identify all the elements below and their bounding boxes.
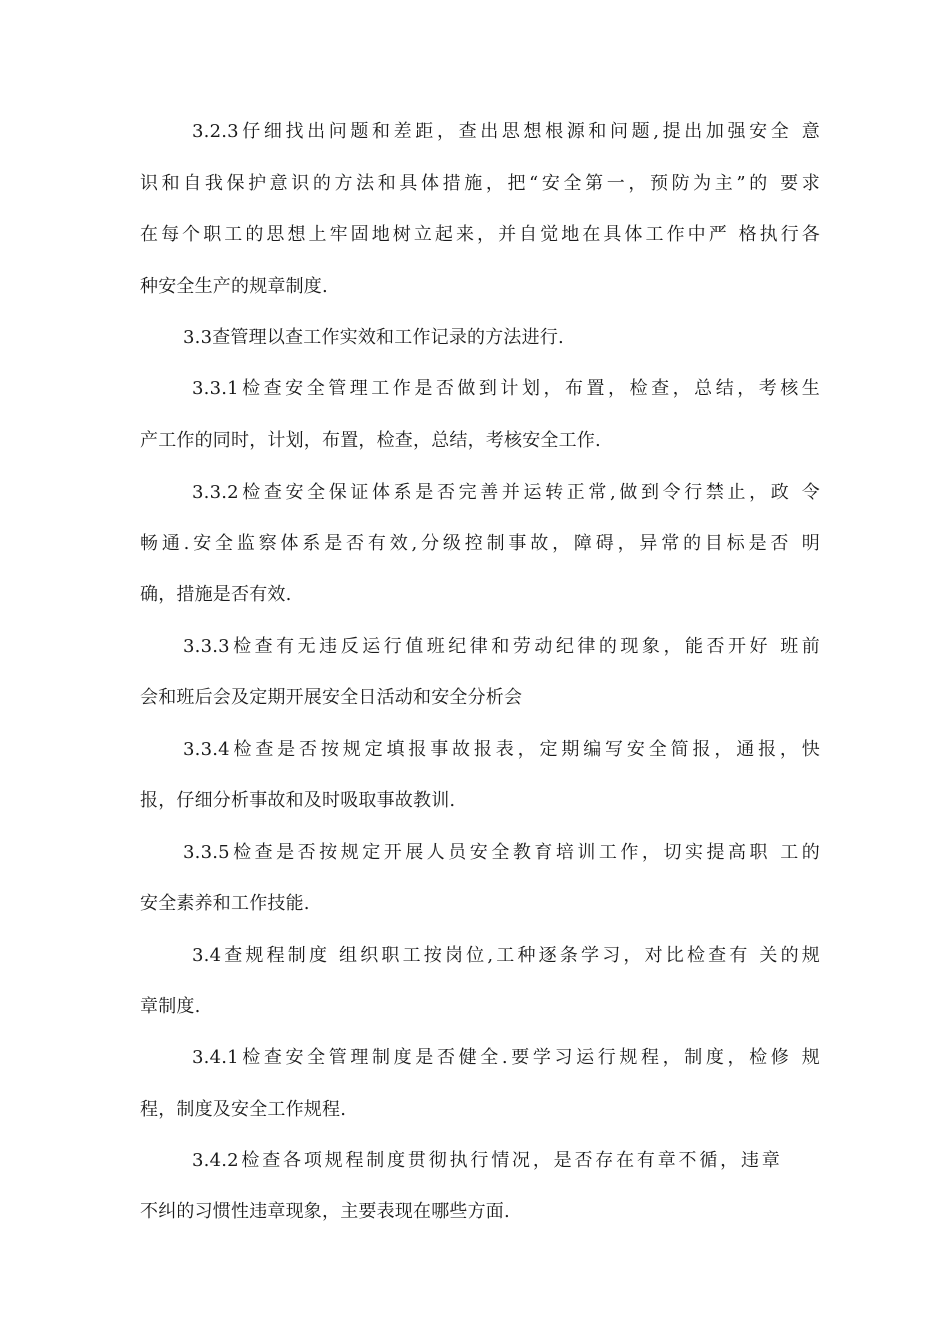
paragraph-3-3-1-line-2: 产工作的同时，计划，布置，检查，总结，考核安全工作.: [140, 430, 601, 451]
paragraph-3-3-1-line-1: 3.3.1检查安全管理工作是否做到计划，布置，检查，总结，考核生: [192, 378, 820, 399]
paragraph-3-3-4-line-1: 3.3.4检查是否按规定填报事故报表，定期编写安全简报，通报，快: [183, 739, 820, 760]
paragraph-3-2-3-line-3: 在每个职工的思想上牢固地树立起来，并自觉地在具体工作中严 格执行各: [140, 224, 820, 245]
paragraph-3-4-2-line-1: 3.4.2检查各项规程制度贯彻执行情况，是否存在有章不循，违章: [192, 1150, 780, 1171]
paragraph-3-3-2-line-1: 3.3.2检查安全保证体系是否完善并运转正常,做到令行禁止，政 令: [192, 482, 820, 503]
paragraph-3-3-5-line-2: 安全素养和工作技能.: [140, 893, 310, 914]
paragraph-3-4-1-line-2: 程，制度及安全工作规程.: [140, 1099, 347, 1120]
paragraph-3-2-3-line-2: 识和自我保护意识的方法和具体措施，把“安全第一，预防为主”的 要求: [140, 173, 820, 194]
paragraph-3-3-2-line-3: 确，措施是否有效.: [140, 584, 292, 605]
paragraph-3-4-line-1: 3.4查规程制度 组织职工按岗位,工种逐条学习，对比检查有 关的规: [192, 945, 820, 966]
paragraph-3-4-line-2: 章制度.: [140, 996, 201, 1017]
paragraph-3-3-3-line-2: 会和班后会及定期开展安全日活动和安全分析会: [140, 687, 523, 708]
paragraph-3-4-1-line-1: 3.4.1检查安全管理制度是否健全.要学习运行规程，制度，检修 规: [192, 1047, 820, 1068]
paragraph-3-2-3-line-1: 3.2.3仔细找出问题和差距，查出思想根源和问题,提出加强安全 意: [192, 121, 820, 142]
paragraph-3-4-2-line-2: 不纠的习惯性违章现象，主要表现在哪些方面.: [140, 1201, 510, 1222]
paragraph-3-3-4-line-2: 报，仔细分析事故和及时吸取事故教训.: [140, 790, 456, 811]
paragraph-3-3-5-line-1: 3.3.5检查是否按规定开展人员安全教育培训工作，切实提高职 工的: [183, 842, 820, 863]
paragraph-3-3-line-1: 3.3查管理以查工作实效和工作记录的方法进行.: [183, 327, 564, 348]
paragraph-3-3-3-line-1: 3.3.3检查有无违反运行值班纪律和劳动纪律的现象，能否开好 班前: [183, 636, 820, 657]
paragraph-3-3-2-line-2: 畅通.安全监察体系是否有效,分级控制事故，障碍，异常的目标是否 明: [140, 533, 820, 554]
paragraph-3-2-3-line-4: 种安全生产的规章制度.: [140, 276, 328, 297]
